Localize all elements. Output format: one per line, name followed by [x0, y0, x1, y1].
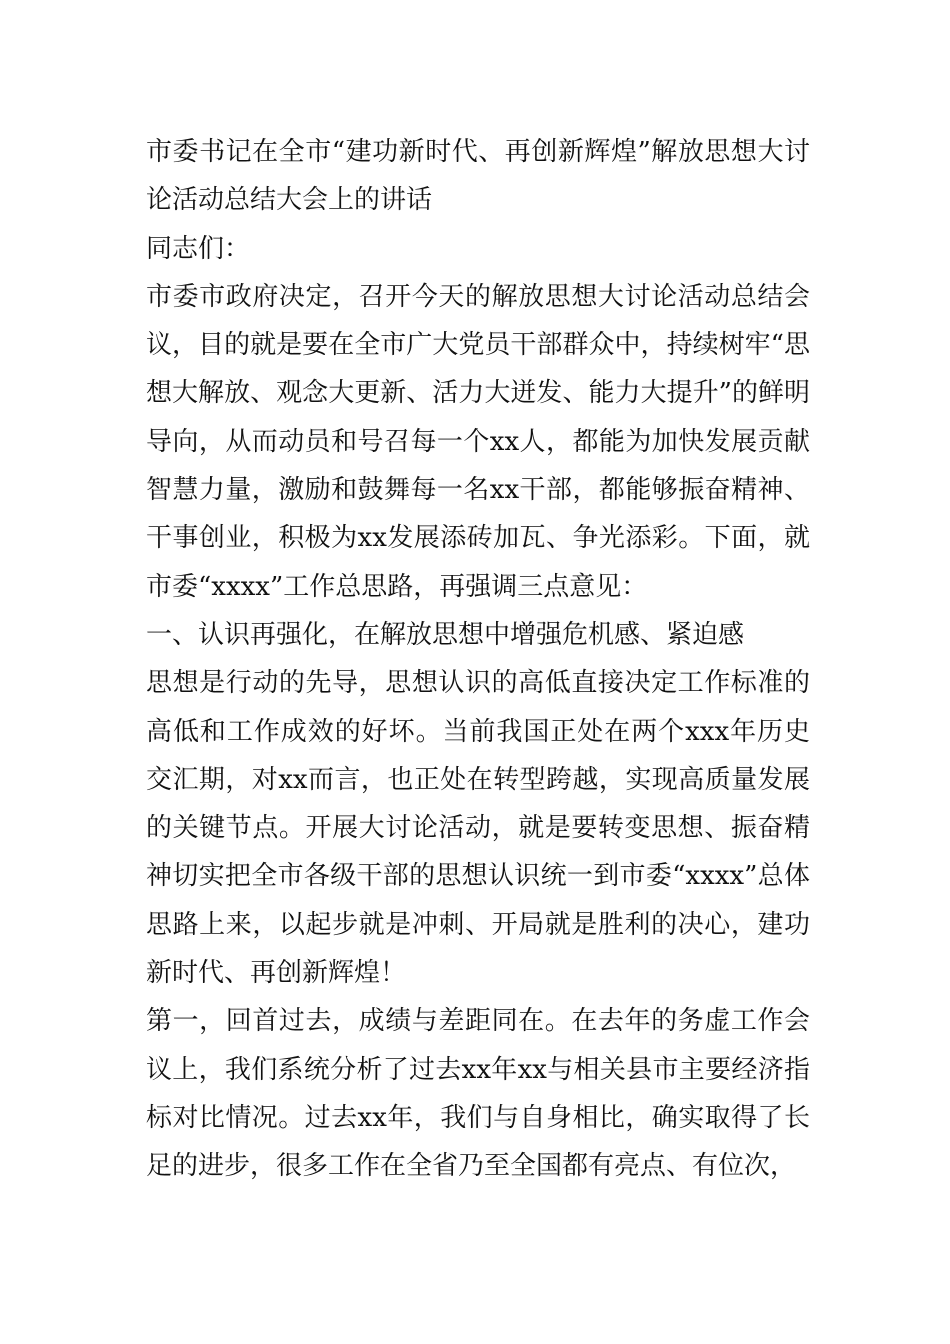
- intro-paragraph: 市委市政府决定，召开今天的解放思想大讨论活动总结会议，目的就是要在全市广大党员干部群众中，持续树牢“思想大解放、观念大更新、活力大迸发、能力大提升”的鲜明导向，从而动员和号召每一个xx人，都能为加快发展贡献智慧力量，激励和鼓舞每一名xx干部，都能够振奋精神、干事创业，积极为xx发展添砖加瓦、争光添彩。下面，就市委“xxxx”工作总思路，再强调三点意见：: [146, 281, 810, 602]
- salutation: 同志们：: [146, 233, 251, 264]
- document-title: 市委书记在全市“建功新时代、再创新辉煌”解放思想大讨论活动总结大会上的讲话: [146, 137, 810, 216]
- point-1-paragraph: 第一，回首过去，成绩与差距同在。在去年的务虚工作会议上，我们系统分析了过去xx年xx与相关县市主要经济指标对比情况。过去xx年，我们与自身相比，确实取得了长足的进步，很多工作在全省乃至全国都有亮点、有位次，: [146, 1006, 810, 1182]
- section-1-heading: 一、认识再强化，在解放思想中增强危机感、紧迫感: [146, 619, 745, 650]
- section-1-paragraph: 思想是行动的先导，思想认识的高低直接决定工作标准的高低和工作成效的好坏。当前我国正处在两个xxx年历史交汇期，对xx而言，也正处在转型跨越，实现高质量发展的关键节点。开展大讨论活动，就是要转变思想、振奋精神切实把全市各级干部的思想认识统一到市委“xxxx”总体思路上来，以起步就是冲刺、开局就是胜利的决心，建功新时代、再创新辉煌！: [146, 668, 810, 989]
- document-body: [146, 128, 810, 1191]
